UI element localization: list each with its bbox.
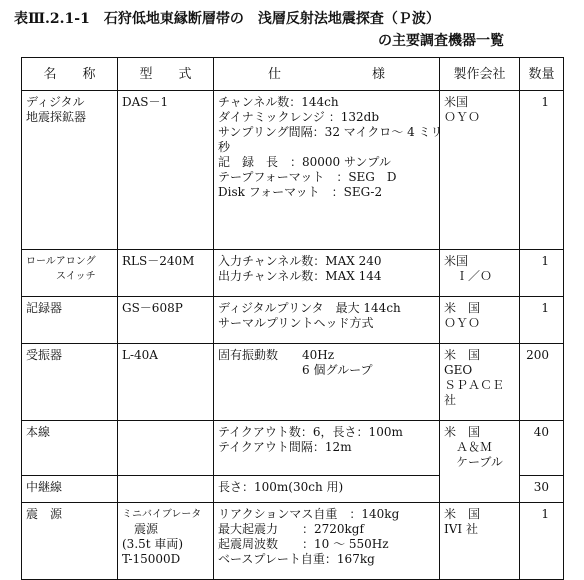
header-name: 名 称 — [22, 58, 118, 91]
cell-name: 震 源 — [22, 503, 118, 580]
cell-model: L-40A — [118, 344, 214, 421]
cell-model: DAS－1 — [118, 91, 214, 250]
cell-maker: 米 国 IVI 社 — [440, 503, 520, 580]
cell-maker: 米 国 ＯＹＯ — [440, 297, 520, 344]
header-spec: 仕 様 — [214, 58, 440, 91]
cell-spec: 入力チャンネル数：MAX 240 出力チャンネル数：MAX 144 — [214, 250, 440, 297]
cell-model: RLS－240M — [118, 250, 214, 297]
cell-spec: 固有振動数 40Hz 6 個グループ — [214, 344, 440, 421]
cell-name: ロールアロング スイッチ — [22, 250, 118, 297]
table-title-line2: の主要調査機器一覧 — [378, 33, 504, 49]
cell-maker: 米国 Ｉ／Ｏ — [440, 250, 520, 297]
table-row — [22, 297, 564, 344]
header-qty: 数量 — [520, 58, 564, 91]
cell-model — [118, 476, 214, 503]
table-row — [22, 91, 564, 250]
cell-maker: 米 国 GEO ＳＰＡＣＥ 社 — [440, 344, 520, 421]
cell-name: ディジタル 地震探鉱器 — [22, 91, 118, 250]
cell-model: ミニバイブレータ 震源 (3.5t 車両) T-15000D — [118, 503, 214, 580]
cell-spec: ディジタルプリンタ 最大 144ch サーマルプリントヘッド方式 — [214, 297, 440, 344]
cell-qty: 1 — [520, 250, 564, 297]
cell-maker: 米 国 Ａ＆Ｍ ケーブル — [440, 421, 520, 476]
cell-qty: 1 — [520, 91, 564, 250]
table-row — [22, 250, 564, 297]
cell-name: 記録器 — [22, 297, 118, 344]
cell-model: GS－608P — [118, 297, 214, 344]
cell-model — [118, 421, 214, 476]
table-row — [22, 503, 564, 580]
header-maker: 製作会社 — [440, 58, 520, 91]
table-row — [22, 421, 564, 476]
cell-qty: 40 — [520, 421, 564, 476]
cell-name: 受振器 — [22, 344, 118, 421]
cell-maker — [440, 476, 520, 503]
cell-maker: 米国 ＯＹＯ — [440, 91, 520, 250]
cell-spec: チャンネル数：144ch ダイナミックレンジ ：132db サンプリング間隔：32 マイクロ～ 4 ミリ 秒 記 録 長 ：80000 サンプル テープフォーマット ：SEG D Disk フォーマット ：SEG-2 — [214, 91, 440, 250]
cell-spec: リアクションマス自重 ：140kg 最大起震力 ：2720kgf 起震周波数 ：10 ～ 550Hz ベースプレート自重：167kg — [214, 503, 440, 580]
cell-qty: 30 — [520, 476, 564, 503]
table-row — [22, 344, 564, 421]
cell-qty: 200 — [520, 344, 564, 421]
cell-name: 本線 — [22, 421, 118, 476]
cell-spec: テイクアウト数：6，長さ：100m テイクアウト間隔：12m — [214, 421, 440, 476]
table-row — [22, 476, 564, 503]
equipment-table — [21, 57, 564, 580]
cell-spec: 長さ：100m(30ch 用) — [214, 476, 440, 503]
table-title-line1: 表Ⅲ.2.1-1 石狩低地東縁断層帯の 浅層反射法地震探査（Ｐ波） — [14, 11, 440, 27]
cell-qty: 1 — [520, 503, 564, 580]
cell-name: 中継線 — [22, 476, 118, 503]
header-row — [22, 58, 564, 91]
cell-qty: 1 — [520, 297, 564, 344]
header-model: 型 式 — [118, 58, 214, 91]
